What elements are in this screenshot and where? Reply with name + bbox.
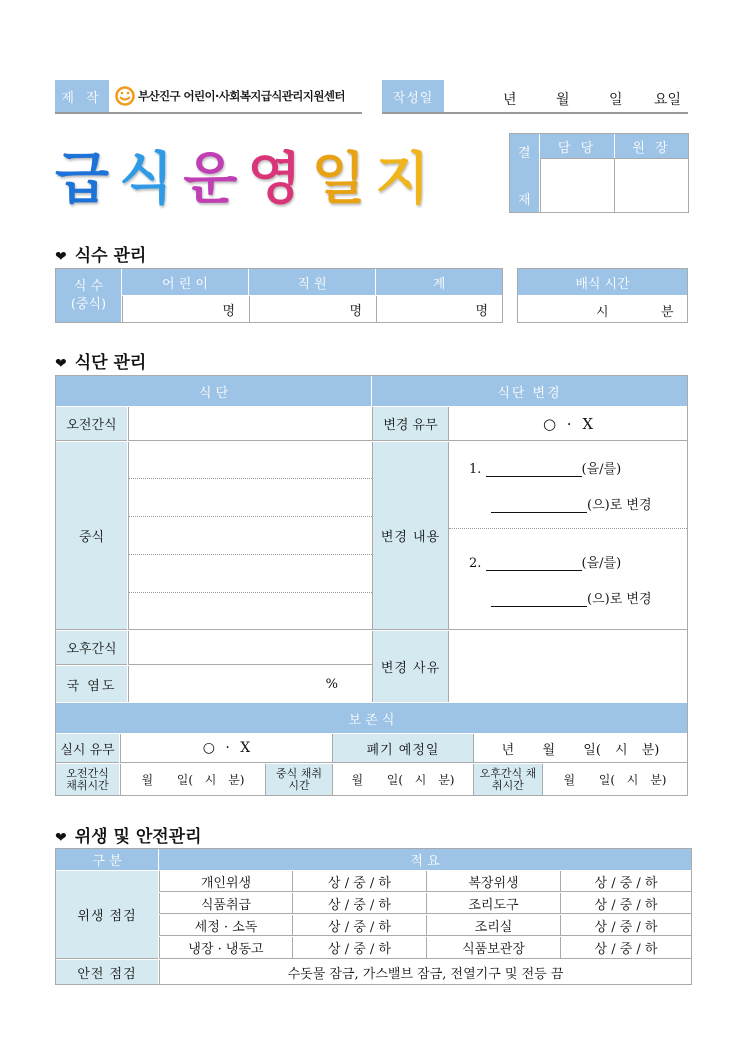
hygiene-check-label: 위생 점검 bbox=[56, 871, 158, 959]
change-content-label: 변경 내용 bbox=[372, 442, 448, 630]
preserve-header: 보 존 식 bbox=[56, 703, 687, 733]
hygiene-item-left: 식품취급 bbox=[159, 893, 292, 914]
pm-collect-value[interactable]: 월 일( 시 분) bbox=[542, 764, 687, 795]
to-change-text: (으)로 변경 bbox=[587, 498, 652, 513]
hygiene-heading bbox=[55, 822, 202, 847]
lunch-line bbox=[129, 478, 372, 479]
item-number: 1. bbox=[469, 462, 482, 477]
menu-title: 식단 관리 bbox=[74, 353, 147, 373]
hygiene-rating[interactable]: 상 / 중 / 하 bbox=[560, 871, 691, 892]
heart-icon: ❤ bbox=[55, 356, 67, 372]
safety-check-label: 안전 점검 bbox=[56, 960, 158, 984]
item-number: 2. bbox=[469, 556, 482, 571]
serve-hour-unit: 시 bbox=[596, 305, 609, 320]
maker-label: 제 작 bbox=[61, 90, 103, 106]
hygiene-item-left: 세정 · 소독 bbox=[159, 915, 292, 936]
page-title bbox=[55, 148, 440, 212]
meal-count-row-label bbox=[56, 269, 121, 322]
lunch-line bbox=[129, 516, 372, 517]
col-children: 어 린 이 bbox=[122, 269, 248, 295]
soup-salinity-value[interactable] bbox=[128, 666, 372, 702]
approval-col-manager: 담 당 bbox=[540, 134, 614, 158]
hygiene-item-right: 조리도구 bbox=[426, 893, 560, 914]
am-snack-menu[interactable] bbox=[128, 407, 372, 441]
children-count[interactable] bbox=[122, 296, 249, 322]
change-yn-label: 변경 유무 bbox=[372, 407, 448, 441]
date-unit-month: 월 bbox=[556, 92, 570, 108]
title-char: 운 bbox=[183, 147, 248, 212]
meal-count-title: 식수 관리 bbox=[74, 246, 147, 266]
date-unit-weekday: 요일 bbox=[654, 92, 682, 108]
change-item-1 bbox=[469, 458, 621, 477]
am-collect-label: 오전간식 채취시간 bbox=[56, 764, 119, 795]
title-char: 영 bbox=[247, 147, 312, 212]
title-char: 지 bbox=[375, 147, 440, 212]
heart-icon: ❤ bbox=[55, 830, 67, 846]
hygiene-rating[interactable]: 상 / 중 / 하 bbox=[560, 937, 691, 959]
lunch-menu[interactable] bbox=[128, 442, 372, 630]
hygiene-item-right: 조리실 bbox=[426, 915, 560, 936]
hygiene-rating[interactable]: 상 / 중 / 하 bbox=[560, 915, 691, 936]
approval-label-bottom: 재 bbox=[518, 193, 531, 208]
unit-label: 명 bbox=[222, 303, 235, 319]
object-particle: (을/를) bbox=[581, 462, 622, 477]
col-summary: 적 요 bbox=[159, 849, 691, 870]
unit-label: 명 bbox=[475, 303, 488, 319]
menu-left-header: 식 단 bbox=[56, 376, 371, 406]
lunch-collect-label: 중식 채취시간 bbox=[265, 764, 332, 795]
to-change-text: (으)로 변경 bbox=[587, 592, 652, 607]
change-item-1-to bbox=[491, 494, 652, 513]
hygiene-rating[interactable]: 상 / 중 / 하 bbox=[560, 893, 691, 914]
pm-collect-label: 오후간식 채취시간 bbox=[473, 764, 542, 795]
date-label-box bbox=[382, 80, 444, 112]
row-soup-salinity-label: 국 염도 bbox=[56, 666, 127, 702]
date-unit-year: 년 bbox=[503, 92, 517, 108]
preserve-yn-value[interactable]: ○ · X bbox=[120, 734, 332, 763]
approval-label-top: 결 bbox=[518, 146, 531, 161]
staff-count[interactable] bbox=[249, 296, 376, 322]
serve-minute-unit: 분 bbox=[661, 305, 674, 320]
row-pm-snack-label: 오후간식 bbox=[56, 631, 127, 665]
lunch-line bbox=[129, 554, 372, 555]
meal-count-label-sub: (중식) bbox=[70, 296, 107, 312]
dispose-label: 폐기 예정일 bbox=[332, 734, 473, 763]
hygiene-item-left: 냉장 · 냉동고 bbox=[159, 937, 292, 959]
hygiene-item-right: 복장위생 bbox=[426, 871, 560, 892]
title-char: 급 bbox=[55, 147, 120, 212]
serve-time-table bbox=[517, 268, 688, 323]
approval-sign-manager[interactable] bbox=[540, 158, 614, 212]
hygiene-item-left: 개인위생 bbox=[159, 871, 292, 892]
col-staff: 직 원 bbox=[249, 269, 375, 295]
approval-side bbox=[510, 134, 539, 212]
meal-count-label: 식 수 bbox=[73, 278, 104, 294]
object-particle: (을/를) bbox=[581, 556, 622, 571]
col-total: 계 bbox=[376, 269, 502, 295]
row-lunch-label: 중식 bbox=[56, 442, 127, 630]
header-underline-right bbox=[382, 112, 688, 114]
change-divider bbox=[449, 528, 687, 529]
menu-table bbox=[55, 375, 688, 796]
lunch-line bbox=[129, 592, 372, 593]
blank-line[interactable] bbox=[491, 498, 587, 513]
hygiene-rating[interactable]: 상 / 중 / 하 bbox=[292, 915, 426, 936]
lunch-collect-value[interactable]: 월 일( 시 분) bbox=[332, 764, 473, 795]
maker-label-box bbox=[55, 80, 109, 112]
col-category: 구 분 bbox=[56, 849, 158, 870]
approval-sign-director[interactable] bbox=[614, 158, 688, 212]
change-reason-label: 변경 사유 bbox=[372, 631, 448, 702]
meal-count-table bbox=[55, 268, 503, 323]
approval-box bbox=[509, 133, 689, 213]
change-item-2 bbox=[469, 552, 621, 571]
safety-check-text: 수돗물 잠금, 가스밸브 잠금, 전열기구 및 전등 끔 bbox=[159, 960, 691, 984]
org-logo-icon bbox=[115, 86, 135, 106]
heart-icon: ❤ bbox=[55, 249, 67, 265]
blank-line[interactable] bbox=[486, 556, 582, 571]
hygiene-rating[interactable]: 상 / 중 / 하 bbox=[292, 871, 426, 892]
menu-right-header: 식단 변경 bbox=[372, 376, 687, 406]
blank-line[interactable] bbox=[491, 592, 587, 607]
pm-snack-menu[interactable] bbox=[128, 631, 372, 665]
header-underline-left bbox=[55, 112, 362, 114]
serve-time-label: 배식 시간 bbox=[518, 269, 687, 295]
title-char: 일 bbox=[311, 147, 376, 212]
change-yn-value[interactable]: ○ · X bbox=[448, 407, 687, 441]
meal-count-heading bbox=[55, 241, 146, 266]
percent-unit: % bbox=[325, 676, 338, 692]
preserve-yn-label: 실시 유무 bbox=[56, 734, 119, 763]
hygiene-title: 위생 및 안전관리 bbox=[74, 827, 202, 847]
unit-label: 명 bbox=[349, 303, 362, 319]
title-char: 식 bbox=[119, 147, 184, 212]
hygiene-rating[interactable]: 상 / 중 / 하 bbox=[292, 893, 426, 914]
date-unit-day: 일 bbox=[609, 92, 623, 108]
org-name: 부산진구 어린이·사회복지급식관리지원센터 bbox=[138, 89, 345, 103]
hygiene-table bbox=[55, 848, 692, 985]
menu-heading bbox=[55, 348, 146, 373]
dispose-value[interactable]: 년 월 일( 시 분) bbox=[473, 734, 687, 763]
row-am-snack-label: 오전간식 bbox=[56, 407, 127, 441]
hygiene-rating[interactable]: 상 / 중 / 하 bbox=[292, 937, 426, 959]
date-label: 작성일 bbox=[392, 90, 434, 106]
change-content[interactable] bbox=[448, 442, 687, 630]
blank-line[interactable] bbox=[486, 462, 582, 477]
hygiene-item-right: 식품보관장 bbox=[426, 937, 560, 959]
change-reason-value[interactable] bbox=[448, 631, 687, 702]
total-count[interactable] bbox=[376, 296, 502, 322]
am-collect-value[interactable]: 월 일( 시 분) bbox=[120, 764, 265, 795]
change-item-2-to bbox=[491, 588, 652, 607]
approval-col-director: 원 장 bbox=[615, 134, 688, 158]
